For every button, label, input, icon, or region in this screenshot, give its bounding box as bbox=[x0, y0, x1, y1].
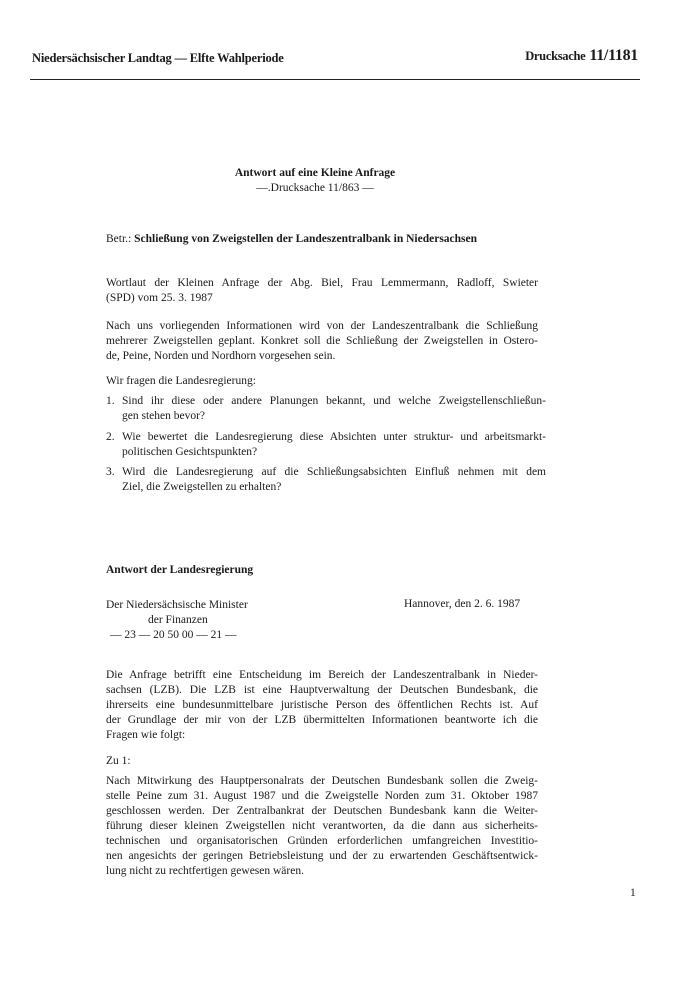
answer-intro-line: ihrerseits eine bundesunmittelbare juristische Person des öffentlichen Rechts ist. Auf bbox=[106, 699, 538, 711]
answer-intro-line: Die Anfrage betrifft eine Entscheidung im Bereich der Landeszentralbank in Nieder- bbox=[106, 669, 538, 681]
print-number bbox=[525, 47, 638, 65]
parliament-label: Niedersächsischer Landtag — Elfte Wahlperiode bbox=[32, 51, 284, 65]
question-number: 1. bbox=[106, 395, 115, 407]
print-number-label: Drucksache bbox=[525, 49, 586, 63]
question-lead: Wir fragen die Landesregierung: bbox=[106, 375, 256, 387]
zu1-line: lung nicht zu rechtfertigen gewesen wären. bbox=[106, 865, 304, 877]
subject-text: Schließung von Zweigstellen der Landeszentralbank in Niedersachsen bbox=[134, 233, 478, 245]
page-number: 1 bbox=[630, 887, 636, 899]
intro-line: (SPD) vom 25. 3. 1987 bbox=[106, 292, 213, 304]
zu1-line: Nach Mitwirkung des Hauptpersonalrats der Deutschen Bundesbank sollen die Zweig- bbox=[106, 775, 538, 787]
intro-line: Wortlaut der Kleinen Anfrage der Abg. Biel, Frau Lemmermann, Radloff, Swieter bbox=[106, 277, 538, 289]
zu1-line: technischen und organisatorischen Gründen erforderlichen umfangreichen Investitio- bbox=[106, 835, 538, 847]
answer-heading: Antwort der Landesregierung bbox=[106, 564, 254, 576]
sender-block bbox=[106, 598, 306, 643]
answer-intro-line: sachsen (LZB). Die LZB ist eine Hauptverwaltung der Deutschen Bundesbank, die bbox=[106, 684, 538, 696]
document-reference: —.Drucksache 11/863 — bbox=[256, 182, 374, 194]
zu1-line: führung dieser kleinen Zweigstellen nicht verantworten, da die dann aus sicherheits- bbox=[106, 820, 538, 832]
print-number-value: 11/1181 bbox=[589, 47, 638, 64]
question-line: Wird die Landesregierung auf die Schließungsabsichten Einfluß nehmen mit dem bbox=[122, 466, 546, 478]
info-line: mehrerer Zweigstellen geplant. Konkret soll die Schließung der Zweigstellen in Ostero- bbox=[106, 335, 538, 347]
subject-line bbox=[106, 232, 566, 247]
zu1-heading: Zu 1: bbox=[106, 755, 131, 767]
sender-line: — 23 — 20 50 00 — 21 — bbox=[110, 629, 237, 641]
answer-intro-line: Fragen wie folgt: bbox=[106, 729, 186, 741]
question-line: Wie bewertet die Landesregierung diese Absichten unter struktur- und arbeitsmarkt- bbox=[122, 431, 546, 443]
subject-prefix: Betr.: bbox=[106, 233, 132, 245]
sender-line: der Finanzen bbox=[148, 614, 208, 626]
zu1-line: geschlossen werden. Der Zentralbankrat der Deutschen Bundesbank kann die Weiter- bbox=[106, 805, 538, 817]
document-title: Antwort auf eine Kleine Anfrage bbox=[234, 167, 396, 179]
intro-paragraph bbox=[106, 276, 538, 306]
zu1-line: stelle Peine zum 31. August 1987 und die Zweigstelle Norden zum 31. Oktober 1987 bbox=[106, 790, 538, 802]
question-line: Sind ihr diese oder andere Planungen bekannt, und welche Zweigstellenschließun- bbox=[122, 395, 546, 407]
dateline: Hannover, den 2. 6. 1987 bbox=[404, 598, 521, 610]
header-rule bbox=[30, 79, 640, 80]
zu1-paragraph bbox=[106, 774, 538, 879]
answer-intro-line: der Grundlage der mir von der LZB übermittelten Informationen beantworte ich die bbox=[106, 714, 538, 726]
question-number: 3. bbox=[106, 466, 115, 478]
info-paragraph bbox=[106, 319, 538, 364]
question-line: politischen Gesichtspunkten? bbox=[122, 446, 258, 458]
info-line: Nach uns vorliegenden Informationen wird von der Landeszentralbank die Schließung bbox=[106, 320, 538, 332]
question-number: 2. bbox=[106, 431, 115, 443]
info-line: de, Peine, Norden und Nordhorn vorgesehen sein. bbox=[106, 350, 336, 362]
question-line: Ziel, die Zweigstellen zu erhalten? bbox=[122, 481, 282, 493]
question-line: gen stehen bevor? bbox=[122, 410, 206, 422]
sender-line: Der Niedersächsische Minister bbox=[106, 599, 248, 611]
zu1-line: nen angesichts der geringen Betriebsleistung und der zu erwartenden Geschäftsentwick- bbox=[106, 850, 538, 862]
answer-intro-paragraph bbox=[106, 668, 538, 743]
